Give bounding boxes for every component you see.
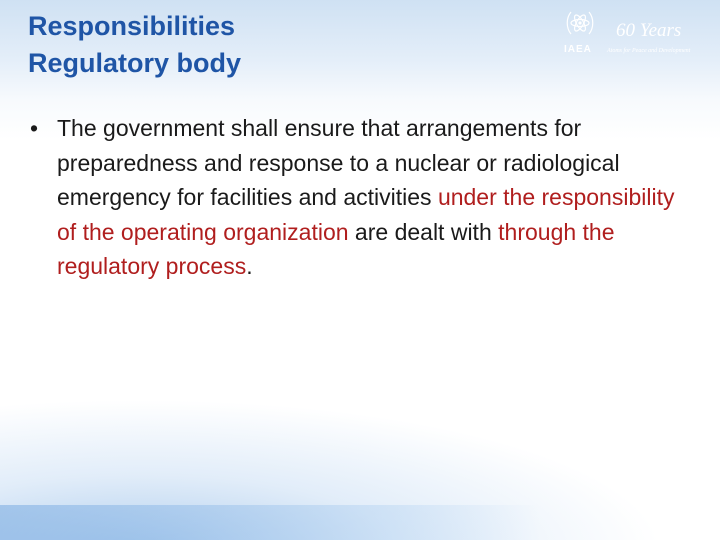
bullet-highlight-operating-organization: under the responsibility of the operating organization — [57, 184, 675, 245]
bottom-band — [0, 505, 720, 540]
title-line-1: Responsibilities — [28, 11, 236, 41]
logo-anniversary-text: 60 Years — [616, 20, 682, 41]
iaea-emblem-icon — [565, 8, 595, 38]
bullet-item — [30, 111, 680, 284]
bullet-text-part-1: The government shall ensure that arrangements for preparedness and response to a nuclear or radiological emergency for facilities and activities — [57, 115, 620, 211]
bullet-text-period: . — [246, 253, 253, 280]
title-line-2: Regulatory body — [28, 48, 242, 78]
logo-iaea-text: IAEA — [564, 44, 592, 55]
bullet-highlight-regulatory-process: through the regulatory process — [57, 218, 615, 280]
bullet-text-part-2: are dealt with — [348, 218, 499, 245]
logo-tagline: Atoms for Peace and Development — [607, 48, 691, 54]
iaea-60-years-logo — [558, 8, 718, 62]
bullet-list — [30, 111, 680, 284]
slide-title — [28, 8, 241, 82]
bullet-marker: • — [30, 115, 39, 141]
